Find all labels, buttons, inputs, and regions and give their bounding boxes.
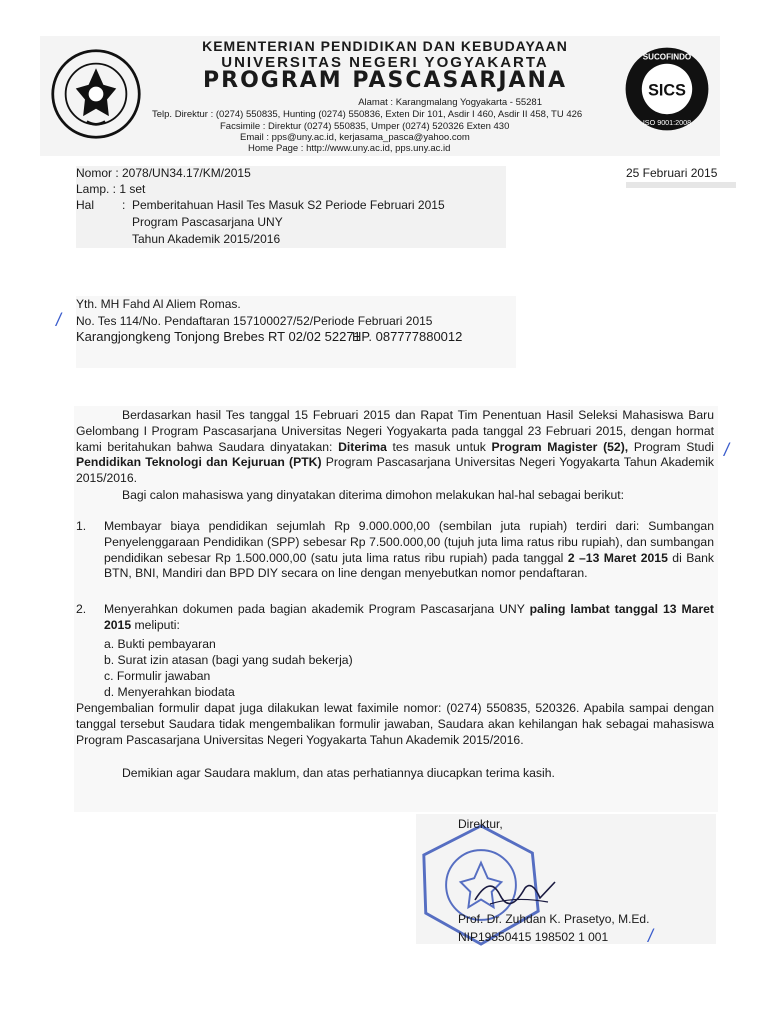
letter-attachment: Lamp. : 1 set (76, 182, 146, 196)
list-item-2: Menyerahkan dokumen pada bagian akademik Program Pascasarjana UNY paling lambat tanggal 13 Maret 2015 meliputi: (104, 602, 714, 632)
paragraph-4: Demikian agar Saudara maklum, dan atas perhatiannya diucapkan terima kasih. (122, 766, 555, 780)
svg-text:SUCOFINDO: SUCOFINDO (642, 52, 692, 62)
sub-item-b: b. Surat izin atasan (bagi yang sudah bekerja) (104, 653, 353, 667)
sub-item-a: a. Bukti pembayaran (104, 637, 216, 651)
recipient-name: Yth. MH Fahd Al Aliem Romas. (76, 297, 241, 311)
sub-item-c: c. Formulir jawaban (104, 669, 211, 683)
university-name: UNIVERSITAS NEGERI YOGYAKARTA (221, 54, 549, 71)
subject-line-2: Program Pascasarjana UNY (132, 215, 283, 229)
subject-line-3: Tahun Akademik 2015/2016 (132, 232, 281, 246)
letterhead-fax: Facsimile : Direktur (0274) 550835, Umper (0274) 520326 Exten 430 (220, 121, 510, 132)
svg-text:ISO 9001:2008: ISO 9001:2008 (642, 118, 692, 128)
letterhead-email: Email : pps@uny.ac.id, kerjasama_pasca@yahoo.com (240, 132, 470, 143)
recipient-registration: No. Tes 114/No. Pendaftaran 157100027/52/Periode Februari 2015 (76, 314, 433, 328)
list-number-1: 1. (76, 519, 87, 533)
program-name: PROGRAM PASCASARJANA (203, 68, 567, 93)
subject-colon: : (122, 198, 126, 212)
letter-date: 25 Februari 2015 (626, 166, 718, 180)
subject-label: Hal (76, 198, 95, 212)
check-mark-icon: / (56, 310, 62, 330)
letter-number: Nomor : 2078/UN34.17/KM/2015 (76, 166, 251, 180)
recipient-block (76, 296, 516, 368)
paragraph-1: Berdasarkan hasil Tes tanggal 15 Februari 2015 dan Rapat Tim Penentuan Hasil Seleksi Mahasiswa Baru Gelombang I Program Pascasarjana Universitas Negeri Yogyakarta pada tanggal 23 Februari 2015, dengan hormat kami beritahukan bahwa Saudara dinyatakan: Diterima tes masuk untuk Program Magister (52), Program Studi Pendidikan Teknologi dan Kejuruan (PTK) Program Pascasarjana Universitas Negeri Yogyakarta Tahun Akademik 2015/2016. (76, 408, 715, 486)
subject-line-1: Pemberitahuan Hasil Tes Masuk S2 Periode Februari 2015 (132, 198, 445, 212)
letter-meta-block (76, 166, 506, 248)
check-mark-icon: / (724, 440, 730, 460)
check-mark-icon: / (648, 926, 654, 946)
paragraph-2: Bagi calon mahasiswa yang dinyatakan diterima dimohon melakukan hal-hal sebagai berikut: (122, 488, 625, 502)
list-number-2: 2. (76, 602, 87, 616)
handwritten-signature (470, 870, 560, 910)
signatory-name: Prof. Dr. Zuhdan K. Prasetyo, M.Ed. (458, 912, 650, 926)
svg-text:SICS: SICS (648, 81, 686, 100)
recipient-phone: HP. 087777880012 (352, 329, 463, 344)
letterhead-homepage: Home Page : http://www.uny.ac.id, pps.uny.ac.id (248, 143, 451, 154)
sub-item-d: d. Menyerahkan biodata (104, 685, 235, 699)
ministry-name: KEMENTERIAN PENDIDIKAN DAN KEBUDAYAAN (202, 38, 568, 54)
signatory-title: Direktur, (458, 817, 503, 831)
date-underline (626, 182, 736, 188)
recipient-address: Karangjongkeng Tonjong Brebes RT 02/02 52271 (76, 329, 361, 344)
letterhead-phone: Telp. Direktur : (0274) 550835, Hunting (0274) 550836, Exten Dir 101, Asdir I 460, Asdir II 458, TU 426 (152, 109, 583, 120)
paragraph-3: Pengembalian formulir dapat juga dilakukan lewat faximile nomor: (0274) 550835, 520326. Apabila sampai dengan tanggal tersebut Saudara tidak mengembalikan formulir jawaban, Saudara akan kehilangan hak sebagai mahasiswa Program Pascasarjana Universitas Negeri Yogyakarta Tahun Akademik 2015/2016. (76, 701, 714, 747)
letterhead-address: Alamat : Karangmalang Yogyakarta - 55281 (358, 97, 542, 108)
signatory-nip: NIP19550415 198502 1 001 (458, 930, 609, 944)
list-item-1: Membayar biaya pendidikan sejumlah Rp 9.000.000,00 (sembilan juta rupiah) terdiri dari: Sumbangan Penyelenggaraan Pendidikan (SPP) sebesar Rp 7.500.000,00 (tujuh juta lima ratus ribu rupiah), dan sumbangan pendidikan sebesar Rp 1.500.000,00 (satu juta lima ratus ribu rupiah) pada tanggal 2 –13 Maret 2015 di Bank BTN, BNI, Mandiri dan BPD DIY secara on line dengan menyebutkan nomor pendaftaran. (104, 519, 714, 581)
sucofindo-certification-logo (622, 44, 712, 134)
university-seal-logo (50, 48, 142, 140)
